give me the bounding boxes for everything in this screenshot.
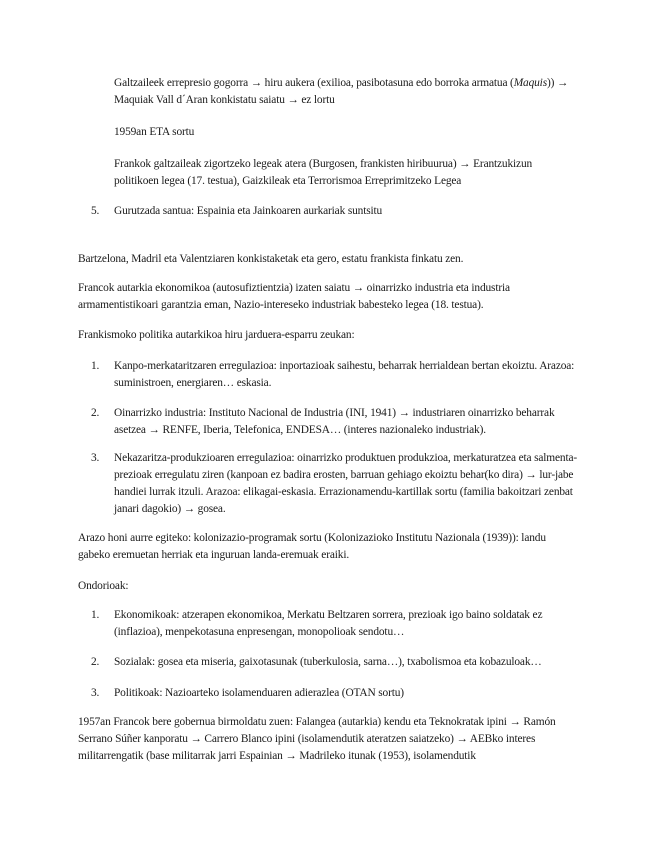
list-number: 5. <box>91 205 100 217</box>
list-number: 1. <box>91 360 100 372</box>
list-text: Oinarrizko industria: Instituto Nacional de Industria (INI, 1941) → industriaren oinarrizko beharrak asetzea → RENFE, Iberia, Telefonica, ENDESA… (interes nazionaleko industriak). <box>114 407 555 436</box>
list-number: 2. <box>91 407 100 419</box>
list-text: Nekazaritza-produkzioaren erregulazioa: oinarrizko produktuen produkzioa, merkaturatzea eta salmenta-prezioak erregulatu ziren (kanpoan ez badira erosten, barruan gehiago ekoiztu behar(ko dira) → lur-jabe handiei lurrak itzuli. Arazoa: elikagai-eskasia. Errazionamendu-kartillak sortu (familia bakoitzari zenbat janari dagokio) → gosea. <box>114 452 578 515</box>
list-number: 1. <box>91 609 100 621</box>
list-text: Politikoak: Nazioarteko isolamenduaren adierazlea (OTAN sortu) <box>114 687 404 699</box>
list-number: 2. <box>91 656 100 668</box>
italic-term: Maquis <box>513 77 547 89</box>
paragraph-colonization: Arazo honi aurre egiteko: kolonizazio-programak sortu (Kolonizazioko Institutu Nazionala (1939)): landu gabeko eremuetan herriak eta inguruan landa-eremuak eraiki. <box>78 532 546 561</box>
paragraph-autarky: Francok autarkia ekonomikoa (autosufiztientzia) izaten saiatu → oinarrizko industria eta industria armamentistikoari garantzia eman, Nazio-intereseko industriak babesteko legea (18. testua). <box>78 282 510 311</box>
paragraph-policy-intro: Frankismoko politika autarkikoa hiru jarduera-esparru zeukan: <box>78 329 355 341</box>
paragraph-1957: 1957an Francok bere gobernua birmoldatu zuen: Falangea (autarkia) kendu eta Teknokratak ipini → Ramón Serrano Súñer kanporatu → Carrero Blanco ipini (isolamendutik ateratzen saiatzeko) → AEBko interes militarrengatik (base militarrak jarri Espainian → Madrileko itunak (1953), isolamendutik <box>78 716 556 762</box>
paragraph-eta: 1959an ETA sortu <box>114 126 195 138</box>
paragraph-legeak: Frankok galtzaileak zigortzeko legeak atera (Burgosen, frankisten hiribuurua) → Erantzukizun politikoen legea (17. testua), Gaizkileak eta Terrorismoa Erreprimitzeko Legea <box>114 158 533 187</box>
list-text: Ekonomikoak: atzerapen ekonomikoa, Merkatu Beltzaren sorrera, prezioak igo baino soldatak ez (inflazioa), menpekotasuna enpresengan, monopolioak sendotu… <box>114 609 543 638</box>
list-text: Kanpo-merkataritzaren erregulazioa: inportazioak saihestu, beharrak herrialdean bertan ekoiztu. Arazoa: suministroen, energiaren… eskasia. <box>114 360 575 389</box>
list-number: 3. <box>91 687 100 699</box>
list-text: Gurutzada santua: Espainia eta Jainkoaren aurkariak suntsitu <box>114 205 383 217</box>
paragraph-conquest: Bartzelona, Madril eta Valentziaren konkistaketak eta gero, estatu frankista finkatu zen. <box>78 253 464 265</box>
list-number: 3. <box>91 452 100 464</box>
paragraph-consequences-intro: Ondorioak: <box>78 580 129 592</box>
paragraph-galtzaileak <box>114 75 578 109</box>
paragraph-text: )) → Maquiak Vall d´Aran konkistatu saiatu → ez lortu <box>114 77 569 106</box>
paragraph-text: Galtzaileek errepresio gogorra → hiru aukera (exilioa, pasibotasuna edo borroka armatua ( <box>114 77 514 89</box>
list-text: Sozialak: gosea eta miseria, gaixotasunak (tuberkulosia, sarna…), txabolismoa eta kobazuloak… <box>114 656 542 668</box>
